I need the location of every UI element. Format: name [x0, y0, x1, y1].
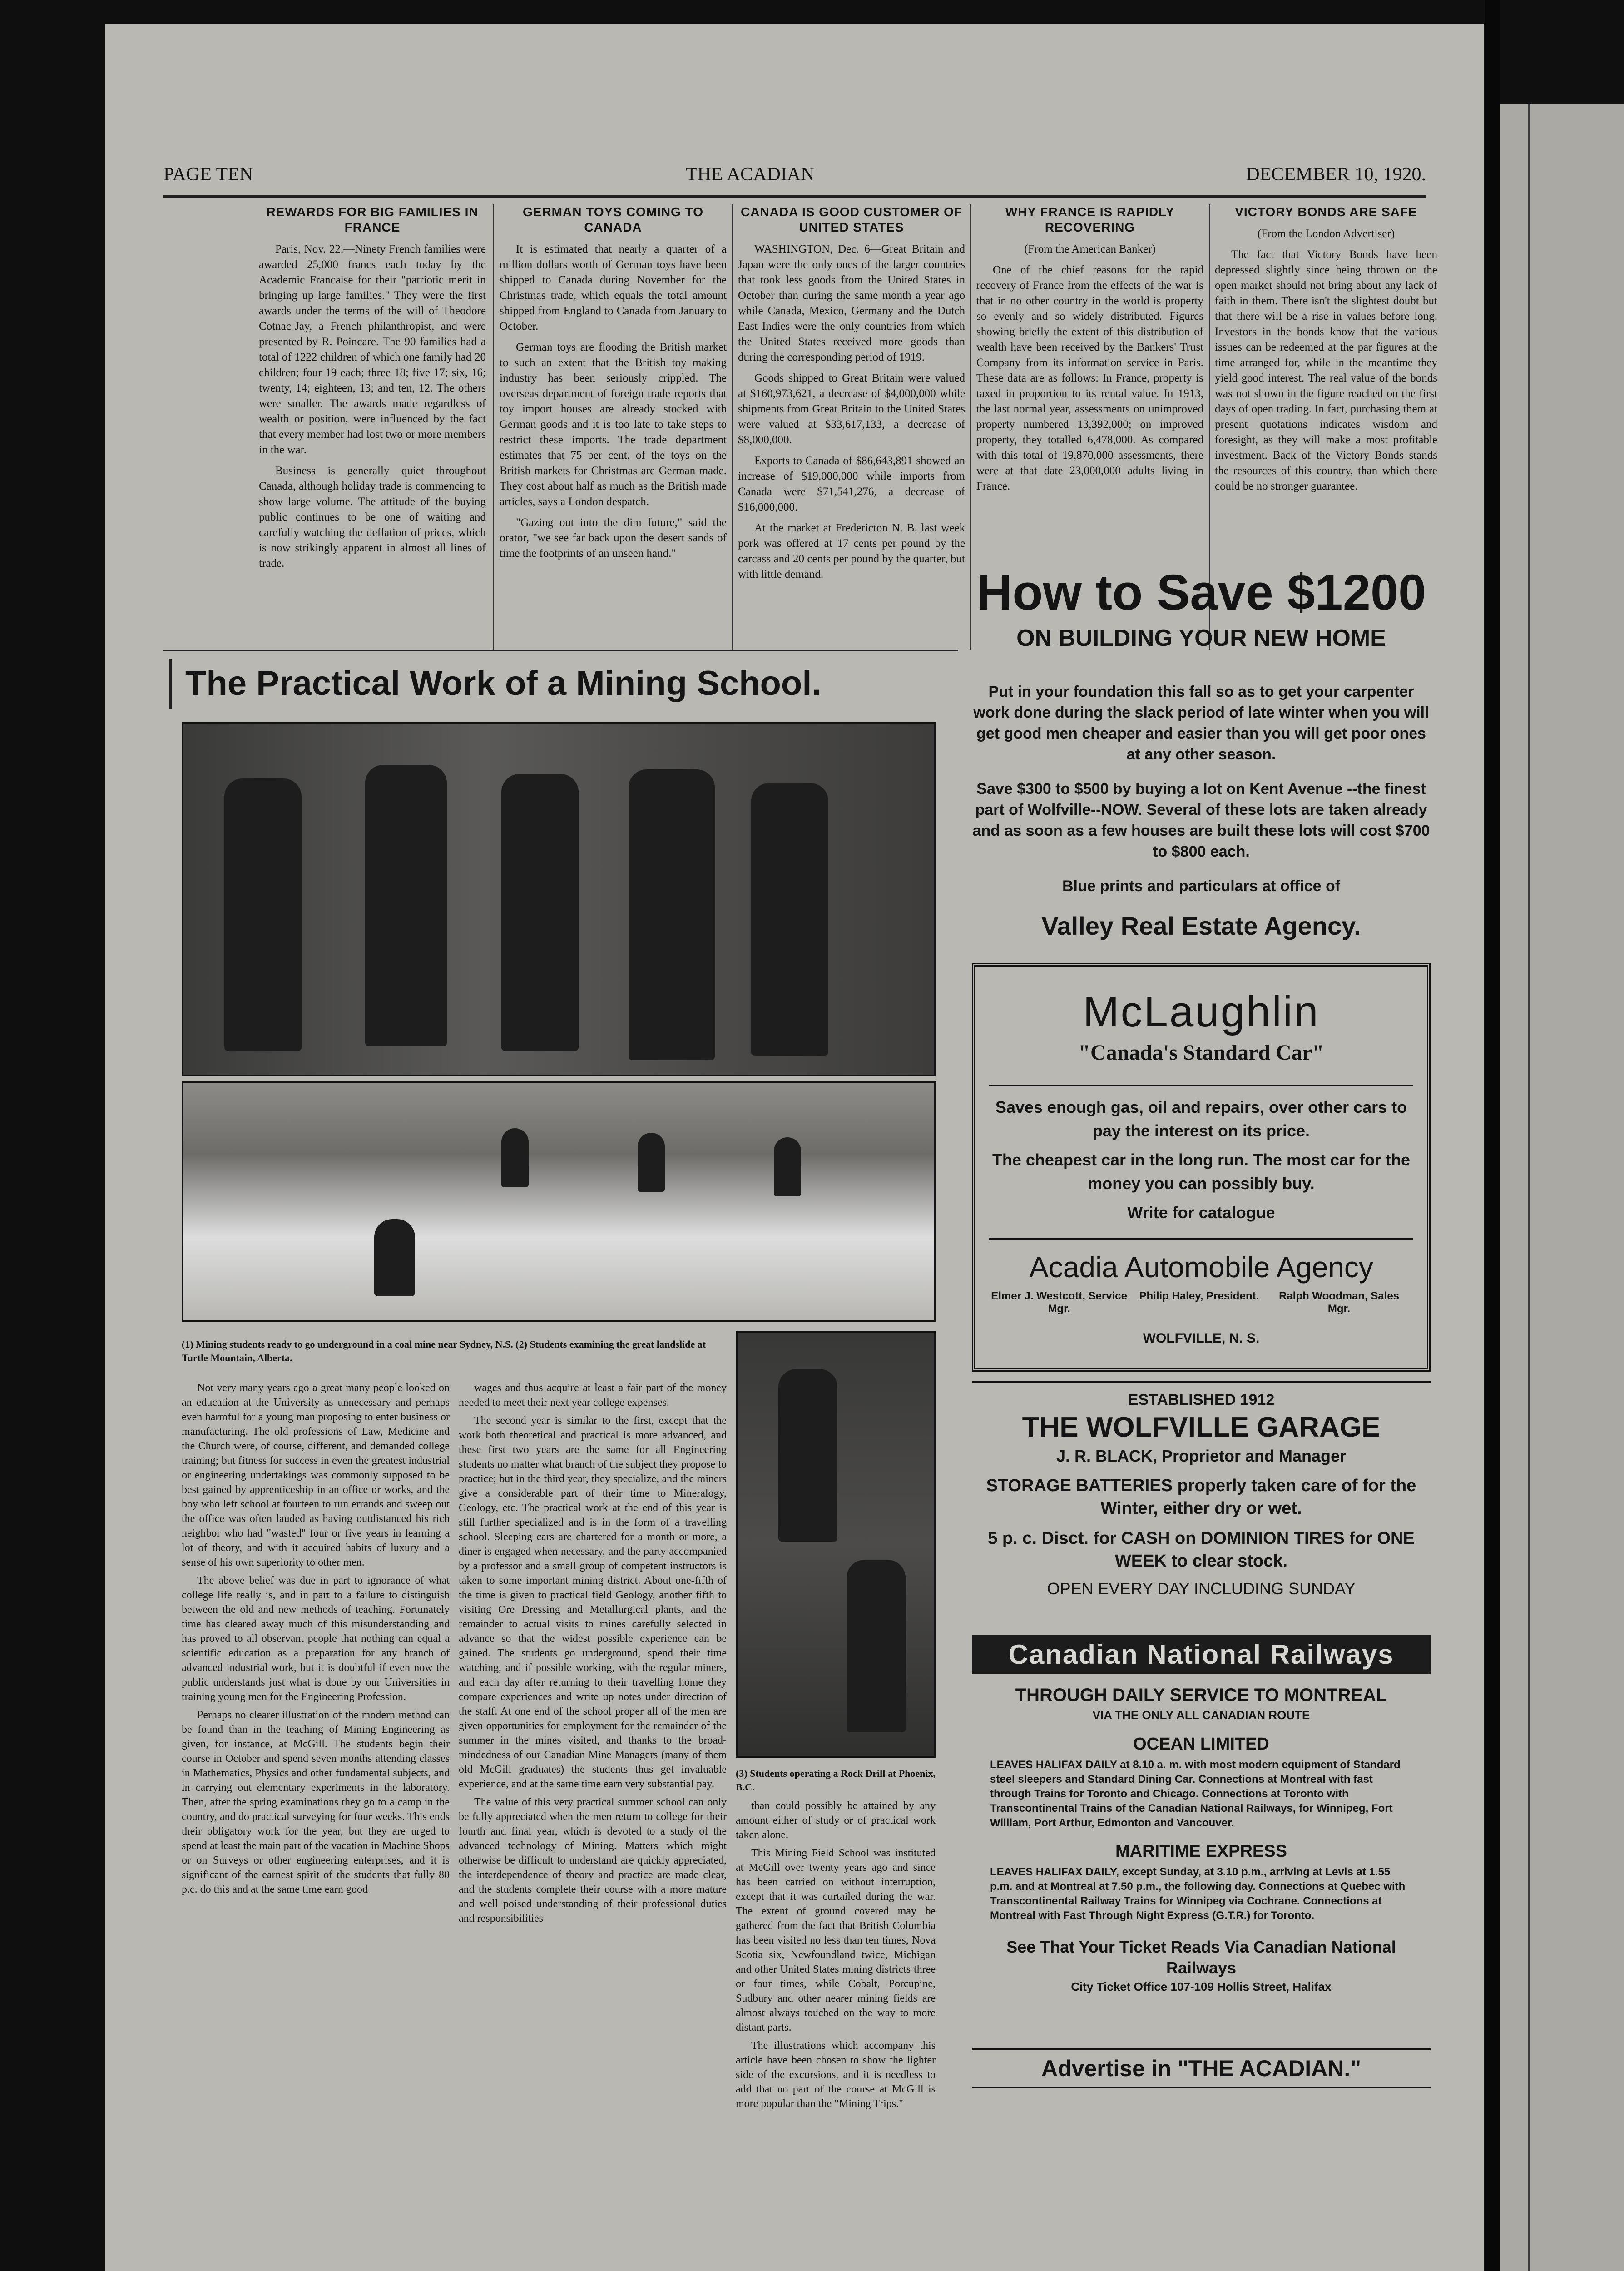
- ad-mclaughlin: [972, 963, 1431, 1372]
- ad-wolfville-garage: [972, 1381, 1431, 1628]
- issue-date: DECEMBER 10, 1920.: [1246, 164, 1426, 185]
- article-headline: CANADA IS GOOD CUSTOMER OF UNITED STATES: [740, 205, 962, 234]
- ad-rail-banner: Canadian National Railways: [972, 1635, 1431, 1674]
- feature-paragraph: Perhaps no clearer illustration of the modern method can be found than in the teaching of Mining Engineering as given, for instance, at McGill. The students begin their course in October and spend seven months attending classes in Mathematics, Physics and other fundamental subjects, and in carrying out elementary experiments in the laboratory. Then, after the spring examinations they go to a camp in the country, and do practical surveying for four weeks. This ends their obligatory work for the year, but they are urged to spend at least the main part of the vacation in Machine Shops or on Surveys or other engineering enterprises, and it is significant of the earnest spirit of the students that fully 80 p.c. do this and at the same time earn good: [182, 1709, 450, 1895]
- article-france-recovering: [976, 204, 1203, 500]
- ad-agency-name: Valley Real Estate Agency.: [1041, 912, 1361, 940]
- article-headline: GERMAN TOYS COMING TO CANADA: [523, 205, 703, 234]
- article-paragraph: "Gazing out into the dim future," said the orator, "we see far back upon the desert sands of time the footprints of an unseen hand.": [500, 516, 727, 560]
- article-paragraph: One of the chief reasons for the rapid recovery of France from the effects of the war is that in no other country in the world is property so evenly and so widely distributed. Figures showing briefly the extent of this distribution of wealth have been received by the Bankers' Trust Company from its information service in Paris. These data are as follows: In France, property is taxed in proportion to its rental value. In 1913, the last normal year, assessments on unimproved property numbered 13,392,000; on improved property, they totalled 6,478,000. As compared with this total of 19,870,000 assessments, there were at that date 23,000,000 adults living in France.: [976, 264, 1203, 492]
- photo-rock-drill: [736, 1331, 936, 1758]
- column-rule: [732, 204, 733, 650]
- ad-proprietor: J. R. BLACK, Proprietor and Manager: [1056, 1447, 1347, 1465]
- article-paragraph: Exports to Canada of $86,643,891 showed an increase of $19,000,000 while imports from Canada were $71,541,276, a decrease of $16,000,000.: [738, 455, 965, 513]
- feature-column-2: [459, 1381, 727, 1929]
- feature-paragraph: The second year is similar to the first, except that the work both theoretical and practical is more advanced, and these first two years are the same for all Engineering students no matter what branch of the subject they propose to practice; but in the third year, they specialize, and the miners give a considerable part of their time to Mineralogy, Geology, etc. The practical work at the end of this year is still further specialized and is in the form of a travelling school. Sleeping cars are chartered for a month or more, a diner is engaged when necessary, and the party accompanied by a professor and a small group of competent instructors is taken to some important mining district. About one-fifth of the time is given to practical field Geology, another fifth to visiting Ore Dressing and Metallurgical plants, and the remainder to actual visits to mines carefully selected in advance so that the widest possible experience can be gained. The students go underground, spend their time watching, and if possible working, with the regular miners, and each day after returning to their travelling home they compare experiences and write up notes under direction of the staff. At one end of the school proper all of the men are given opportunities for employment for the remainder of the summer in the mines visited, and thanks to the broad-mindedness of our Canadian Mine Managers (many of them old McGill graduates) the students thus get invaluable experience, and at the same time earn very substantial pay.: [459, 1415, 727, 1790]
- article-victory-bonds: [1215, 204, 1437, 500]
- feature-paragraph: wages and thus acquire at least a fair part of the money needed to meet their next year college expenses.: [459, 1382, 727, 1408]
- ad-advertise-acadian: Advertise in "THE ACADIAN.": [972, 2048, 1431, 2088]
- ad-text: Blue prints and particulars at office of: [1062, 878, 1341, 895]
- photo-caption: (3) Students operating a Rock Drill at Phoenix, B.C.: [736, 1768, 936, 1793]
- photo-miners-underground: [182, 722, 936, 1076]
- ad-rail-route: VIA THE ONLY ALL CANADIAN ROUTE: [1092, 1708, 1310, 1722]
- ad-train-text: LEAVES HALIFAX DAILY, except Sunday, at 3.10 p.m., arriving at Levis at 1.55 p.m. and at Montreal at 7.50 p.m., the following day. Connections at Quebec with Transcontinental Railway Trains for Winnipeg via Cochrane. Connections at Montreal with Fast Through Night Express (G.T.R.) for Toronto.: [990, 1866, 1406, 1922]
- article-paragraph: The fact that Victory Bonds have been depressed slightly since being thrown on the open market should not bring about any lack of faith in them. There isn't the slightest doubt but that there will be a rise in values before long. Investors in the bonds know that the various issues can be redeemed at the par figures at the time arranged for, while in the meantime they yield good interest. The real value of the bonds was not shown in the figure reached on the first days of open trading. In fact, purchasing them at present quotations indicates wisdom and foresight, as they will make a most profitable investment. Back of the Victory Bonds stands the resources of this country, than which there could be no stronger guarantee.: [1215, 248, 1437, 492]
- article-paragraph: WASHINGTON, Dec. 6—Great Britain and Japan were the only ones of the larger countries that took less goods from the United States in October than during the same month a year ago while Canada, Mexico, Germany and the Dutch East Indies were the only countries from which the United States received more goods than during the corresponding period of 1919.: [738, 243, 965, 363]
- feature-paragraph: This Mining Field School was instituted at McGill over twenty years ago and since has been carried on without interruption, except that it was curtailed during the war. The extent of ground covered may be gathered from the fact that British Columbia has been visited no less than ten times, Nova Scotia six, Newfoundland twice, Michigan and other United States mining districts three or four times, while Cobalt, Porcupine, Sudbury and other nearer mining fields are almost always touched on the way to more distant parts.: [736, 1847, 936, 2033]
- photo-caption: (1) Mining students ready to go underground in a coal mine near Sydney, N.S. (2) Students examining the great landslide at Turtle Mountain, Alberta.: [182, 1339, 706, 1364]
- ad-save-1200: [972, 563, 1431, 940]
- ad-managers: [989, 1290, 1413, 1326]
- paper-name: THE ACADIAN: [686, 164, 815, 185]
- ad-train-name: MARITIME EXPRESS: [1115, 1842, 1287, 1861]
- ad-train-name: OCEAN LIMITED: [1133, 1735, 1269, 1754]
- article-paragraph: Business is generally quiet throughout Canada, although holiday trade is commencing to show large volume. The attitude of the buying public continues to be one of waiting and carefully watching the deflation of prices, which is now strikingly apparent in almost all lines of trade.: [259, 465, 486, 570]
- feature-headline: The Practical Work of a Mining School.: [169, 659, 936, 709]
- column-rule: [970, 204, 971, 650]
- feature-column-3: [736, 1799, 936, 2115]
- ad-text: Save $300 to $500 by buying a lot on Kent Avenue --the finest part of Wolfville--NOW. Several of these lots are taken already and as soon as a few houses are built these lots will cost $700 to $800 each.: [972, 780, 1430, 860]
- ad-headline: How to Save $1200: [976, 565, 1426, 620]
- ad-car-tagline: "Canada's Standard Car": [1078, 1041, 1324, 1065]
- ad-text: Write for catalogue: [1127, 1203, 1275, 1222]
- film-gap: [1485, 0, 1500, 2271]
- ad-text: The cheapest car in the long run. The most car for the money you can possibly buy.: [992, 1150, 1411, 1193]
- newspaper-page: [105, 24, 1484, 2271]
- ad-subhead: ON BUILDING YOUR NEW HOME: [1016, 625, 1386, 651]
- article-big-families: [259, 204, 486, 577]
- column-rule: [493, 204, 494, 650]
- masthead: [163, 164, 1426, 191]
- ad-text: STORAGE BATTERIES properly taken care of for the Winter, either dry or wet.: [986, 1476, 1416, 1518]
- feature-paragraph: Not very many years ago a great many people looked on an education at the University as unnecessary and perhaps even harmful for a young man proposing to enter business or manufacturing. The old professions of Law, Medicine and the Church were, of course, different, and demanded college training; but fitness for success in even the greatest industrial or engineering undertakings was commonly supposed to be best gained by apprenticeship in an office or works, and the boy who left school at fourteen to run errands and sweep out the office was often lauded as having outdistanced his rich neighbor who had "wasted" four or five years in learning a lot of theory, and with it acquired habits of luxury and a sense of his own superiority to other men.: [182, 1382, 450, 1568]
- feature-paragraph: than could possibly be attained by any amount either of study or of practical work taken alone.: [736, 1800, 936, 1841]
- section-rule: [163, 650, 958, 651]
- article-paragraph: German toys are flooding the British market to such an extent that the British toy making industry has been seriously crippled. The overseas department of foreign trade reports that toy import houses are already stocked with German goods and it is too late to take steps to restrict these imports. The trade department estimates that 75 per cent. of the toys on the British markets for Christmas are German made. They cost about half as much as the British made articles, says a London despatch.: [500, 341, 727, 508]
- ad-agency-name: Acadia Automobile Agency: [989, 1238, 1413, 1285]
- ad-car-body: [989, 1085, 1413, 1225]
- ad-text: Put in your foundation this fall so as to get your carpenter work done during the slack period of late winter when you will get good men cheaper and easier than you will get poor ones at any other season.: [973, 683, 1429, 763]
- ad-car-brand: McLaughlin: [1083, 987, 1320, 1036]
- article-paragraph: At the market at Fredericton N. B. last week pork was offered at 17 cents per pound by the carcass and 20 cents per pound by the quarter, but with little demand.: [738, 522, 965, 580]
- masthead-rule: [163, 195, 1426, 198]
- adjacent-page-edge: [1500, 104, 1624, 2271]
- feature-paragraph: The value of this very practical summer school can only be fully appreciated when the men return to college for their fourth and final year, which is devoted to a study of the advanced technology of Mining. Matters which might otherwise be difficult to understand are quickly appreciated, the interdependence of theory and practice are made clear, and the students complete their course with a more mature and well poised understanding of their professional duties and responsibilities: [459, 1796, 727, 1924]
- feature-paragraph: The illustrations which accompany this article have been chosen to show the lighter side of the excursions, and it is needless to add that no part of the course at McGill is more popular than the "Mining Trips.": [736, 2040, 936, 2110]
- article-paragraph: It is estimated that nearly a quarter of a million dollars worth of German toys have been shipped to Canada during November for the Christmas trade, which equals the total amount shipped from England to Canada from January to October.: [500, 243, 727, 332]
- article-source: (From the London Advertiser): [1257, 228, 1395, 240]
- ad-text: Saves enough gas, oil and repairs, over other cars to pay the interest on its price.: [995, 1098, 1407, 1140]
- article-headline: WHY FRANCE IS RAPIDLY RECOVERING: [1005, 205, 1175, 234]
- ad-manager: Elmer J. Westcott, Service Mgr.: [991, 1290, 1127, 1315]
- feature-paragraph: The above belief was due in part to ignorance of what college life really is, and in part to a failure to distinguish between the old and new methods of teaching. Fortunately time has cleared away much of this misunderstanding and has proved to all observant people that nothing can equal a scientific education as a preparation for any branch of advanced industrial work, but it is doubtful if even now the public understands just what is done by our Universities in training young men for the Engineering Profession.: [182, 1575, 450, 1703]
- adjacent-page-rule: [1528, 104, 1530, 2271]
- article-paragraph: Paris, Nov. 22.—Ninety French families were awarded 25,000 francs each today by the Academic Francaise for their "patriotic merit in bringing up large families." They were the first awards under the terms of the will of Theodore Cotnac-Jay, a French philanthropist, and were presented by R. Poincare. The 90 families had a total of 1222 children of which one family had 20 children; four 19 each; three 18; five 17; six, 16; twenty, 14; eighteen, 13; and ten, 12. The others were smaller. The awards made regardless of wealth or position, were influenced by the fact that every member had lost two or more members in the war.: [259, 243, 486, 456]
- article-source: (From the American Banker): [1024, 243, 1156, 255]
- ad-rail-notice: See That Your Ticket Reads Via Canadian National Railways: [1006, 1938, 1396, 1977]
- ad-rail-heading: THROUGH DAILY SERVICE TO MONTREAL: [1015, 1685, 1387, 1705]
- article-german-toys: [500, 204, 727, 567]
- ad-train-text: LEAVES HALIFAX DAILY at 8.10 a. m. with most modern equipment of Standard steel sleepers and Standard Dining Car. Connections at Montreal with fast through Trains for Toronto and Chicago. Connections at Toronto with Transcontinental Trains of the Canadian National Railways, for Winnipeg, Fort William, Port Arthur, Edmonton and Vancouver.: [990, 1759, 1401, 1829]
- ad-town: WOLFVILLE, N. S.: [1143, 1331, 1260, 1346]
- feature-column-1: [182, 1381, 450, 1900]
- ad-established: ESTABLISHED 1912: [1128, 1391, 1275, 1408]
- ad-garage-name: THE WOLFVILLE GARAGE: [1022, 1412, 1381, 1443]
- ad-hours: OPEN EVERY DAY INCLUDING SUNDAY: [1047, 1579, 1356, 1598]
- page-number: PAGE TEN: [163, 164, 253, 185]
- article-headline: VICTORY BONDS ARE SAFE: [1235, 205, 1417, 219]
- ad-manager: Ralph Woodman, Sales Mgr.: [1279, 1290, 1400, 1315]
- ad-rail-office: City Ticket Office 107-109 Hollis Street, Halifax: [1071, 1980, 1332, 1993]
- ad-text: 5 p. c. Disct. for CASH on DOMINION TIRES for ONE WEEK to clear stock.: [988, 1529, 1415, 1571]
- ad-manager: Philip Haley, President.: [1139, 1290, 1259, 1302]
- article-paragraph: Goods shipped to Great Britain were valued at $160,973,621, a decrease of $4,000,000 while shipments from Great Britain to the United States were valued at $33,617,133, a decrease of $8,000,000.: [738, 372, 965, 446]
- article-canada-customer: [738, 204, 965, 588]
- photo-landslide-students: [182, 1081, 936, 1322]
- article-headline: REWARDS FOR BIG FAMILIES IN FRANCE: [266, 205, 479, 234]
- ad-canadian-national-railways: [972, 1635, 1431, 2035]
